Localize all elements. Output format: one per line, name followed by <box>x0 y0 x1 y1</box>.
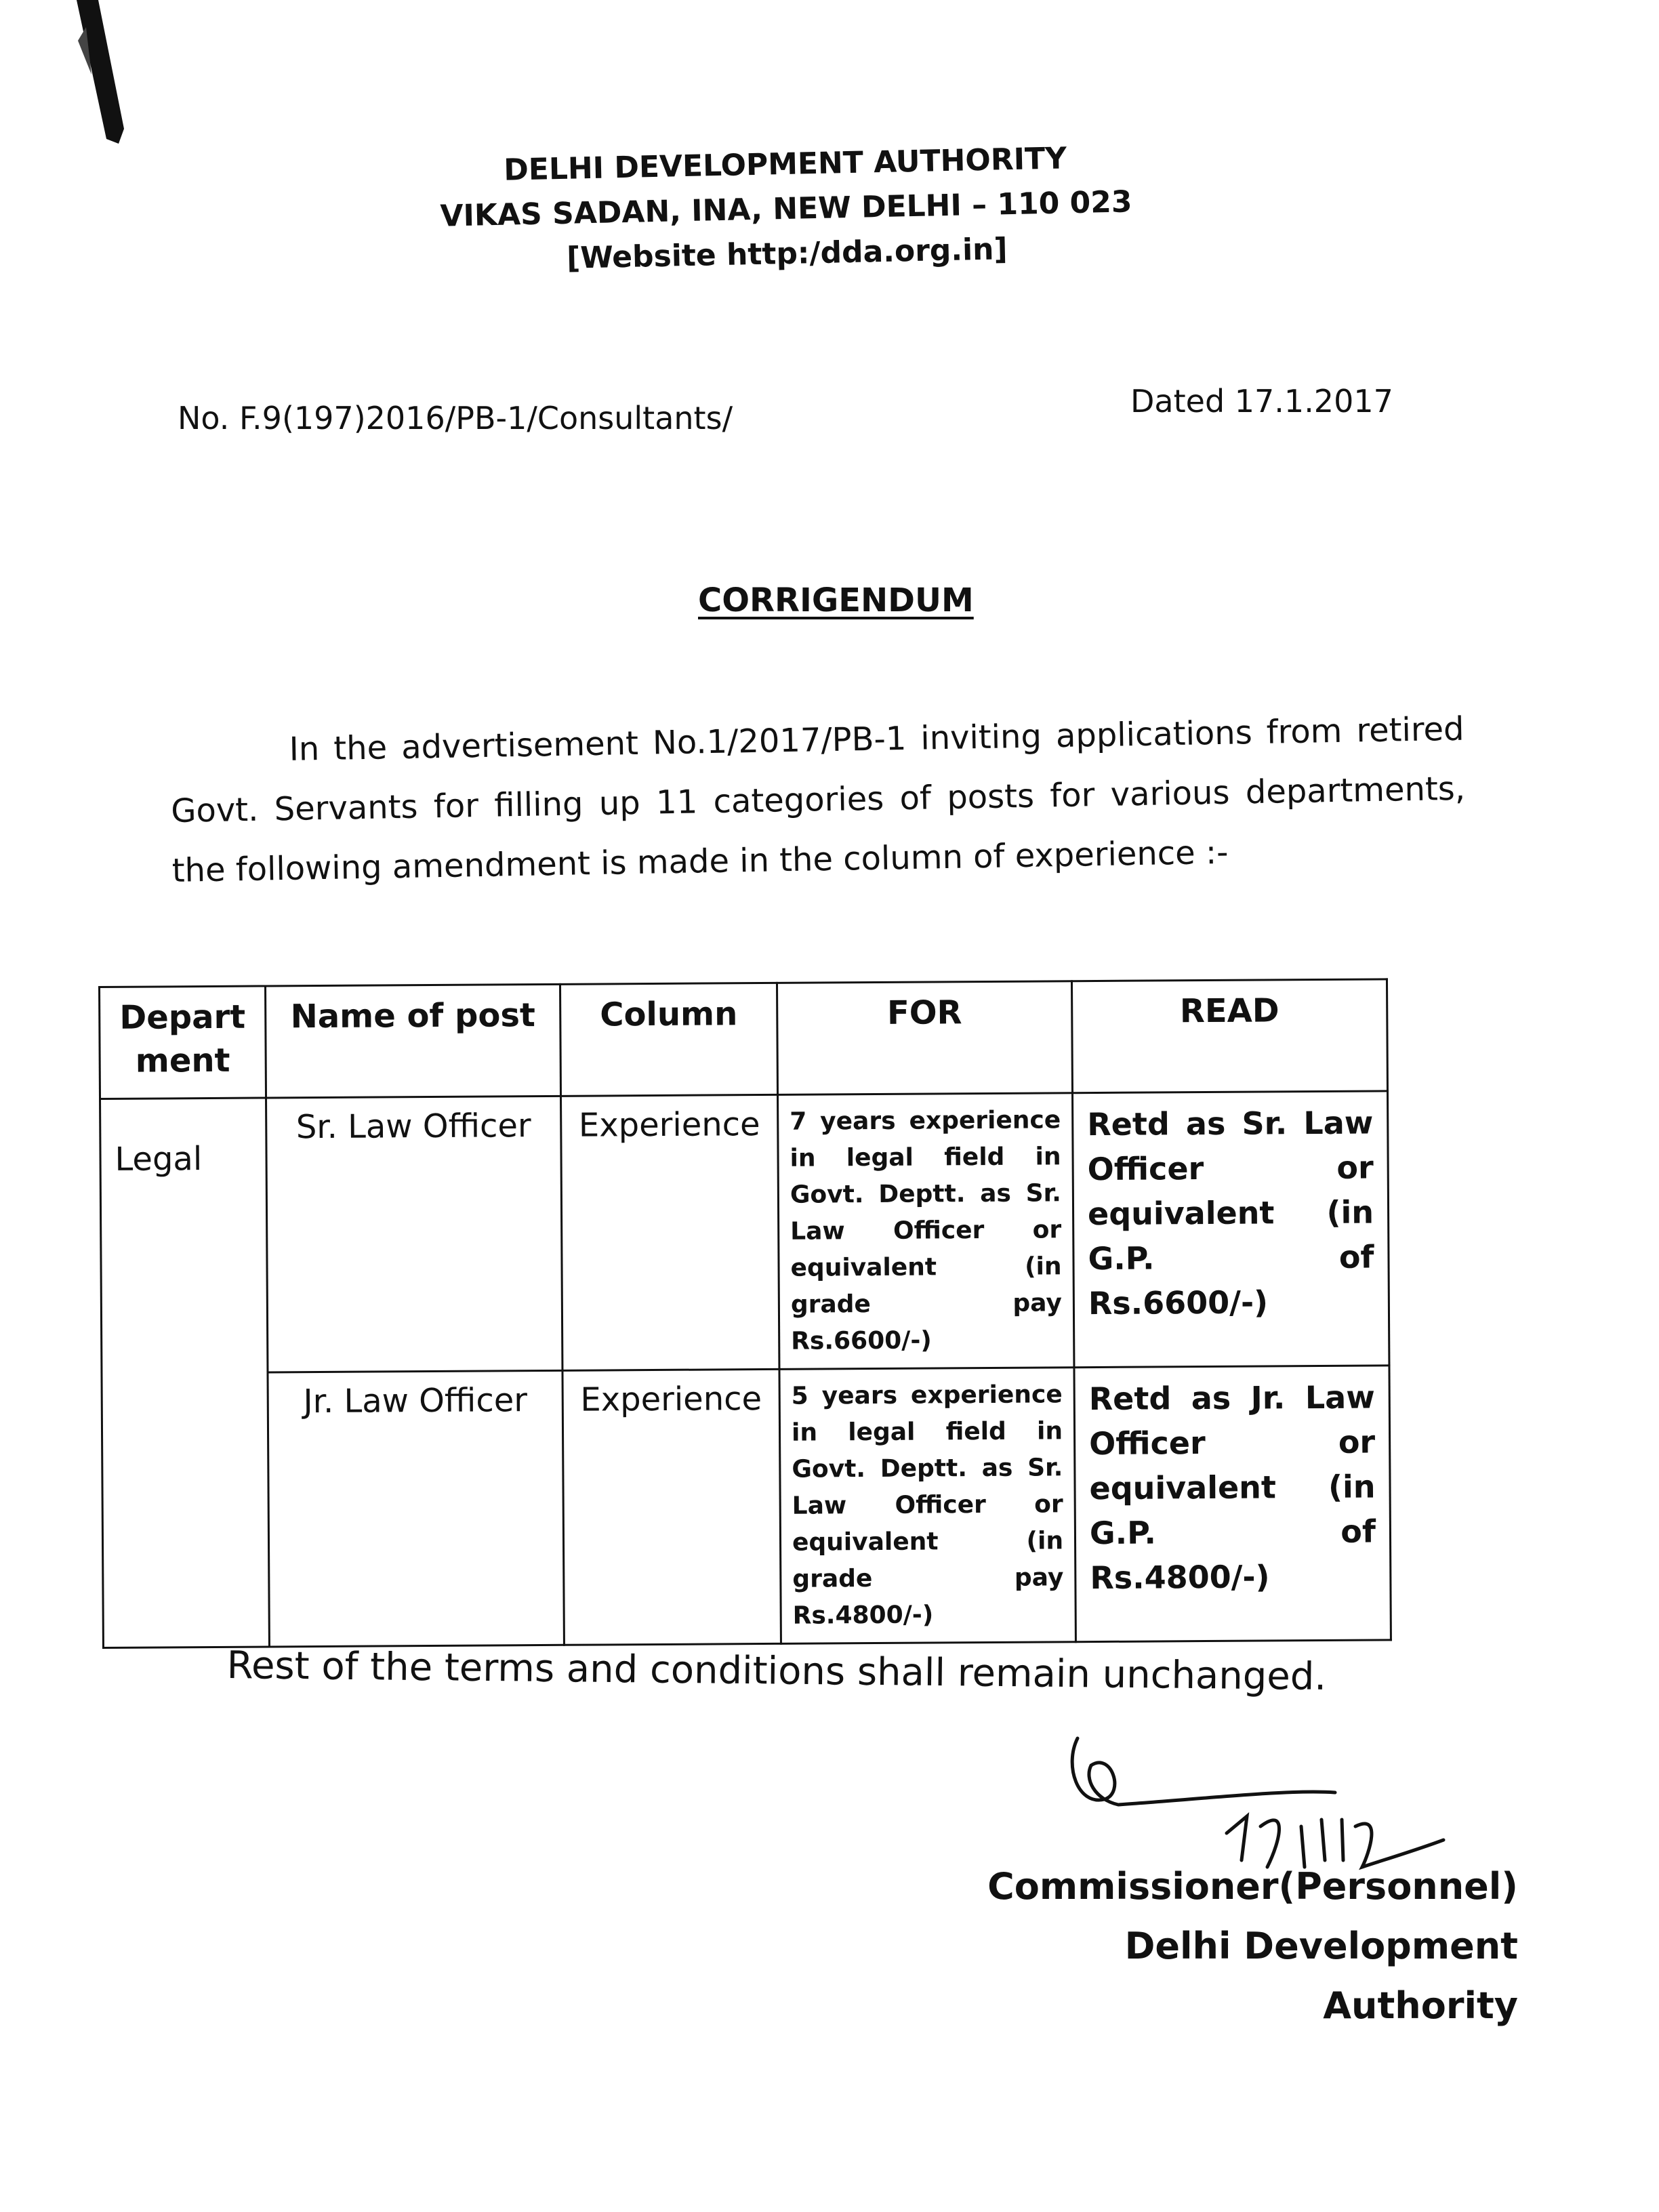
header-read: READ <box>1071 979 1387 1093</box>
department-cell: Legal <box>100 1098 270 1647</box>
header-for: FOR <box>777 981 1072 1095</box>
header-column: Column <box>560 983 777 1096</box>
table-row <box>100 1091 1389 1374</box>
header-department: Depart ment <box>100 986 266 1099</box>
read-cell: Retd as Sr. Law Officer or equivalent (in G.P. of Rs.6600/-) <box>1072 1091 1389 1368</box>
post-cell: Sr. Law Officer <box>266 1096 562 1372</box>
signatory-designation: Commissioner(Personnel) <box>987 1865 1518 1908</box>
for-cell: 5 years experience in legal field in Govt. Deptt. as Sr. Law Officer or equivalent (in grade pay Rs.4800/-) <box>779 1368 1076 1644</box>
amendment-table <box>98 978 1392 1649</box>
org-name: DELHI DEVELOPMENT AUTHORITY <box>503 141 1067 188</box>
reference-number: No. F.9(197)2016/PB-1/Consultants/ <box>178 400 733 436</box>
letterhead <box>378 134 1194 285</box>
table-header-row <box>100 979 1388 1099</box>
org-website: [Website http:/dda.org.in] <box>566 232 1008 276</box>
signatory-block <box>928 1857 1518 2036</box>
column-cell: Experience <box>561 1094 779 1370</box>
column-cell: Experience <box>562 1369 781 1645</box>
org-address: VIKAS SADAN, INA, NEW DELHI – 110 023 <box>440 184 1132 234</box>
for-cell: 7 years experience in legal field in Govt. Deptt. as Sr. Law Officer or equivalent (in grade pay Rs.6600/-) <box>777 1093 1073 1370</box>
body-paragraph: In the advertisement No.1/2017/PB-1 inviting applications from retired Govt. Servants for filling up 11 categories of posts for various departments, the following amendment is made in the column of experience :- <box>170 710 1466 890</box>
binder-clip-mark <box>71 0 132 146</box>
signatory-organization: Delhi Development Authority <box>1124 1925 1518 2027</box>
amendment-table-wrapper <box>98 978 1392 1649</box>
read-cell: Retd as Jr. Law Officer or equivalent (in G.P. of Rs.4800/-) <box>1074 1366 1391 1642</box>
header-post: Name of post <box>266 984 561 1098</box>
document-title: CORRIGENDUM <box>698 581 974 619</box>
table-row <box>102 1366 1391 1648</box>
reference-date: Dated 17.1.2017 <box>1130 383 1393 419</box>
post-cell: Jr. Law Officer <box>268 1370 564 1647</box>
closing-note: Rest of the terms and conditions shall remain unchanged. <box>226 1643 1327 1699</box>
